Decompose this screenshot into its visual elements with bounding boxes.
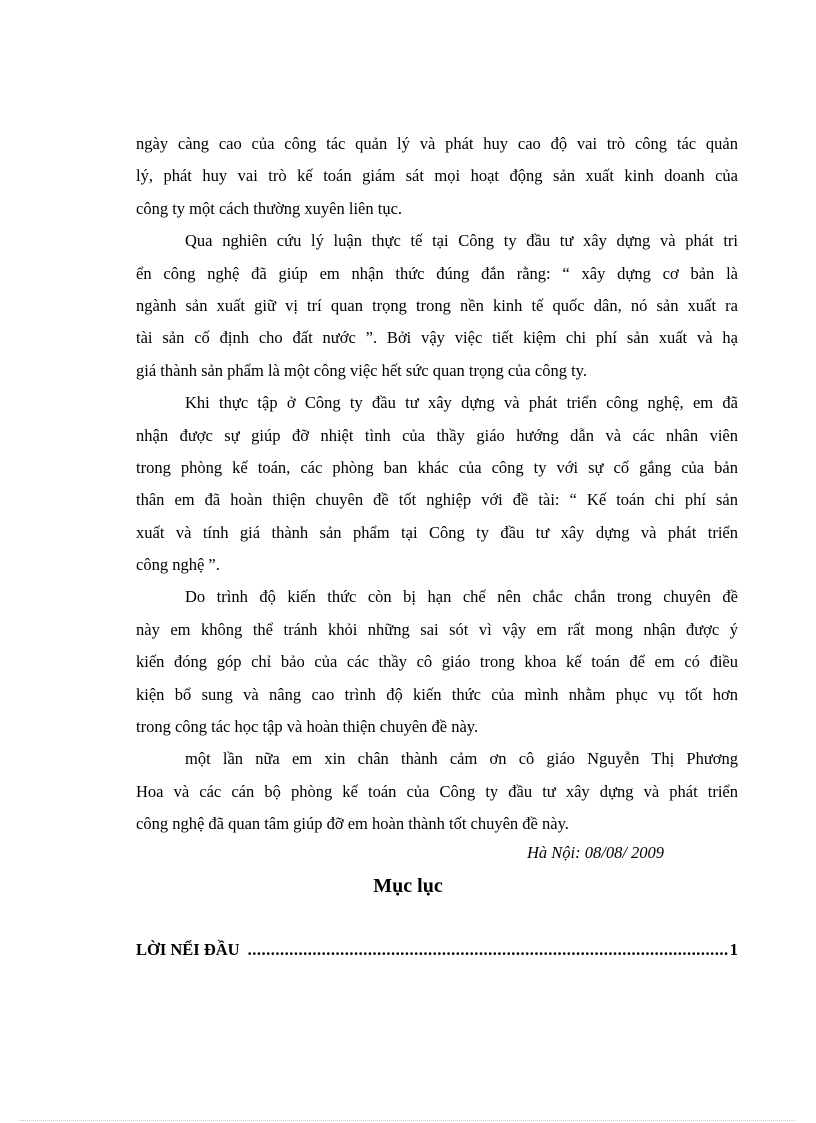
- toc-title: Mục lục: [373, 875, 443, 897]
- body-text: [136, 128, 738, 841]
- paragraph-first-line: một lần nữa em xin chân thành cảm ơn cô giáo Nguyễn Thị Phương: [185, 749, 738, 769]
- text-line: trong phòng kế toán, các phòng ban khác của công ty với sự cố gắng của bản: [136, 457, 738, 477]
- toc-dot-leader: [248, 934, 728, 966]
- paragraph-first-line: Do trình độ kiến thức còn bị hạn chế nên chắc chắn trong chuyên đề: [185, 587, 738, 607]
- text-line: ngày càng cao của công tác quản lý và phát huy cao độ vai trò công tác quản: [136, 134, 738, 153]
- text-line: trong công tác học tập và hoàn thiện chuyên đề này.: [136, 717, 479, 737]
- text-line: lý, phát huy vai trò kế toán giám sát mọi hoạt động sản xuất kinh doanh của: [136, 166, 738, 186]
- text-line: kiện bổ sung và nâng cao trình độ kiến thức của mình nhằm phục vụ tốt hơn: [136, 684, 738, 704]
- text-line: này em không thể tránh khỏi những sai sót vì vậy em rất mong nhận được ý: [136, 619, 738, 639]
- text-line: giá thành sản phẩm là một công việc hết sức quan trọng của công ty.: [136, 360, 587, 380]
- text-line: ển công nghệ đã giúp em nhận thức đúng đắn rằng: “ xây dựng cơ bản là: [136, 263, 738, 283]
- text-line: công ty một cách thường xuyên liên tục.: [136, 198, 403, 218]
- text-line: thân em đã hoàn thiện chuyên đề tốt nghiệp với đề tài: “ Kế toán chi phí sản: [136, 490, 738, 510]
- paragraph-first-line: Khi thực tập ở Công ty đầu tư xây dựng và phát triển công nghệ, em đã: [185, 393, 738, 413]
- text-line: công nghệ đã quan tâm giúp đỡ em hoàn thành tốt chuyên đề này.: [136, 814, 569, 834]
- text-line: công nghệ ”.: [136, 555, 220, 575]
- paragraph-first-line: Qua nghiên cứu lý luận thực tế tại Công ty đầu tư xây dựng và phát tri: [185, 231, 738, 251]
- signature-date: Hà Nội: 08/08/ 2009: [527, 843, 665, 862]
- text-line: Hoa và các cán bộ phòng kế toán của Công ty đầu tư xây dựng và phát triển: [136, 781, 738, 801]
- toc-entry-label: LỜI NỂI ĐẦU: [136, 940, 240, 959]
- text-line: tài sản cố định cho đất nước ”. Bởi vậy việc tiết kiệm chi phí sản xuất và hạ: [136, 328, 738, 348]
- toc-entry[interactable]: [136, 934, 738, 966]
- text-line: nhận được sự giúp đỡ nhiệt tình của thầy giáo hướng dẫn và các nhân viên: [136, 425, 738, 445]
- page-bottom-border: [20, 1120, 796, 1121]
- text-line: xuất và tính giá thành sản phẩm tại Công ty đầu tư xây dựng và phát triển: [136, 522, 738, 542]
- text-line: kiến đóng góp chỉ bảo của các thầy cô giáo trong khoa kế toán để em có điều: [136, 652, 738, 672]
- toc-entry-page: 1: [729, 940, 738, 959]
- text-line: ngành sản xuất giữ vị trí quan trọng trong nền kinh tế quốc dân, nó sản xuất ra: [136, 295, 738, 315]
